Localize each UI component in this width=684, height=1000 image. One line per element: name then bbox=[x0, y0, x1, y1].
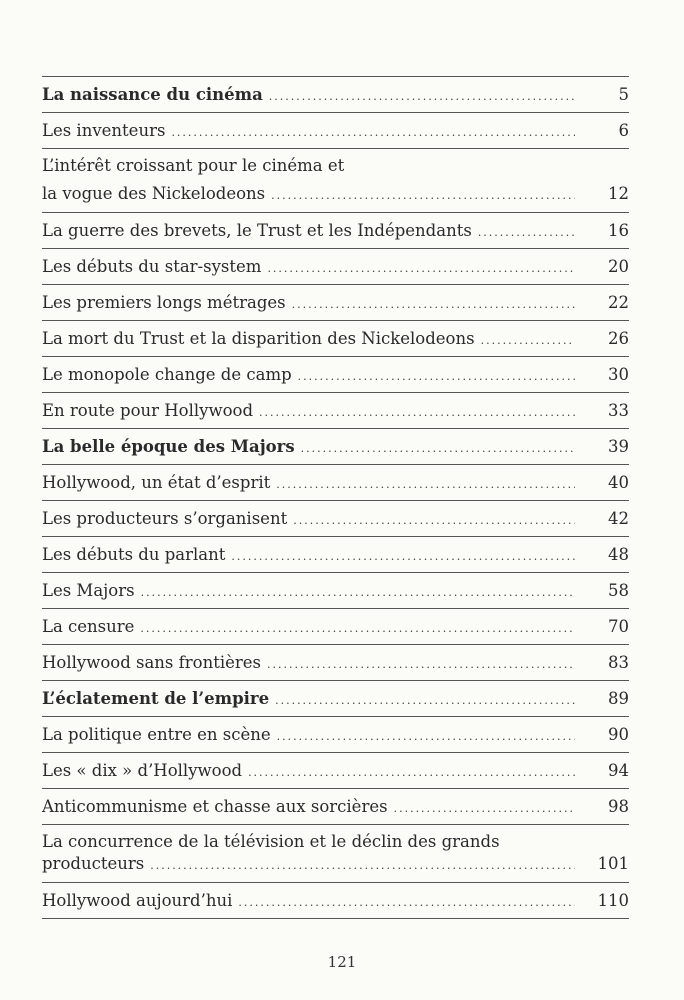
toc-entry-title: La mort du Trust et la disparition des Nickelodeons bbox=[42, 329, 475, 348]
dot-leader bbox=[150, 856, 575, 875]
toc-entry-page: 42 bbox=[608, 509, 629, 528]
toc-entry bbox=[42, 537, 629, 573]
toc-entry bbox=[42, 645, 629, 681]
dot-leader bbox=[267, 259, 575, 278]
toc-entry-title: Hollywood, un état d’esprit bbox=[42, 473, 271, 492]
toc-entry-title: Les premiers longs métrages bbox=[42, 293, 286, 312]
toc-entry-title: Hollywood sans frontières bbox=[42, 653, 261, 672]
dot-leader bbox=[271, 186, 575, 205]
toc-entry bbox=[42, 789, 629, 825]
toc-entry-page: 48 bbox=[608, 545, 629, 564]
dot-leader bbox=[238, 893, 575, 912]
toc-entry-page: 26 bbox=[608, 329, 629, 348]
toc-entry bbox=[42, 285, 629, 321]
toc-entry-page: 101 bbox=[597, 854, 629, 873]
toc-entry-page: 40 bbox=[608, 473, 629, 492]
toc-entry-title: La censure bbox=[42, 617, 135, 636]
dot-leader bbox=[248, 763, 575, 782]
dot-leader bbox=[293, 511, 575, 530]
toc-entry bbox=[42, 573, 629, 609]
toc-entry-title: L’éclatement de l’empire bbox=[42, 689, 270, 708]
toc-entry bbox=[42, 113, 629, 149]
toc-entry-page: 22 bbox=[608, 293, 629, 312]
toc-entry-page: 70 bbox=[608, 617, 629, 636]
toc-entry-page: 33 bbox=[608, 401, 629, 420]
dot-leader bbox=[276, 475, 575, 494]
table-of-contents bbox=[42, 76, 629, 919]
toc-entry-page: 110 bbox=[597, 891, 629, 910]
toc-entry-title: Les producteurs s’organisent bbox=[42, 509, 288, 528]
toc-entry bbox=[42, 501, 629, 537]
dot-leader bbox=[298, 367, 575, 386]
toc-entry bbox=[42, 883, 629, 919]
toc-entry-title: Les « dix » d’Hollywood bbox=[42, 761, 243, 780]
toc-entry-title: La naissance du cinéma bbox=[42, 85, 263, 104]
dot-leader bbox=[478, 223, 575, 242]
dot-leader bbox=[259, 403, 575, 422]
toc-entry-title: Les Majors bbox=[42, 581, 135, 600]
toc-entry-title: Les débuts du star-system bbox=[42, 257, 262, 276]
toc-entry bbox=[42, 825, 629, 883]
toc-entry bbox=[42, 249, 629, 285]
toc-entry-title: En route pour Hollywood bbox=[42, 401, 254, 420]
toc-entry bbox=[42, 357, 629, 393]
dot-leader bbox=[231, 547, 575, 566]
toc-entry-section bbox=[42, 681, 629, 717]
dot-leader bbox=[141, 583, 575, 602]
dot-leader bbox=[269, 87, 575, 106]
dot-leader bbox=[171, 123, 575, 142]
toc-entry bbox=[42, 753, 629, 789]
toc-entry-page: 30 bbox=[608, 365, 629, 384]
toc-entry bbox=[42, 393, 629, 429]
dot-leader bbox=[301, 439, 575, 458]
dot-leader bbox=[292, 295, 575, 314]
toc-entry bbox=[42, 465, 629, 501]
toc-entry bbox=[42, 321, 629, 357]
toc-entry-page: 5 bbox=[618, 85, 629, 104]
toc-entry bbox=[42, 609, 629, 645]
toc-entry-page: 16 bbox=[608, 221, 629, 240]
toc-entry-title: La politique entre en scène bbox=[42, 725, 271, 744]
toc-entry-page: 12 bbox=[608, 184, 629, 203]
toc-entry-page: 94 bbox=[608, 761, 629, 780]
toc-entry-title: Hollywood aujourd’hui bbox=[42, 891, 233, 910]
toc-entry-title: La belle époque des Majors bbox=[42, 437, 295, 456]
toc-entry-title: Les inventeurs bbox=[42, 121, 166, 140]
dot-leader bbox=[275, 691, 575, 710]
dot-leader bbox=[267, 655, 575, 674]
page-number: 121 bbox=[327, 953, 357, 971]
dot-leader bbox=[394, 799, 575, 818]
toc-entry-page: 83 bbox=[608, 653, 629, 672]
toc-entry-title: producteurs bbox=[42, 854, 145, 873]
toc-entry-page: 58 bbox=[608, 581, 629, 600]
dot-leader bbox=[481, 331, 575, 350]
toc-entry-page: 90 bbox=[608, 725, 629, 744]
dot-leader bbox=[140, 619, 575, 638]
toc-entry-title-line1: L’intérêt croissant pour le cinéma et bbox=[42, 156, 345, 175]
toc-entry-page: 98 bbox=[608, 797, 629, 816]
toc-entry-title-line1: La concurrence de la télévision et le déclin des grands bbox=[42, 832, 500, 851]
toc-entry-page: 89 bbox=[608, 689, 629, 708]
toc-entry-section bbox=[42, 429, 629, 465]
toc-entry bbox=[42, 149, 629, 213]
toc-entry-title: la vogue des Nickelodeons bbox=[42, 184, 266, 203]
toc-entry bbox=[42, 213, 629, 249]
toc-entry-title: Les débuts du parlant bbox=[42, 545, 226, 564]
dot-leader bbox=[277, 727, 575, 746]
toc-entry-title: La guerre des brevets, le Trust et les Indépendants bbox=[42, 221, 472, 240]
toc-entry-page: 6 bbox=[618, 121, 629, 140]
toc-entry-section bbox=[42, 77, 629, 113]
toc-entry-title: Le monopole change de camp bbox=[42, 365, 292, 384]
toc-entry-page: 20 bbox=[608, 257, 629, 276]
toc-entry-page: 39 bbox=[608, 437, 629, 456]
toc-entry-title: Anticommunisme et chasse aux sorcières bbox=[42, 797, 388, 816]
toc-entry bbox=[42, 717, 629, 753]
